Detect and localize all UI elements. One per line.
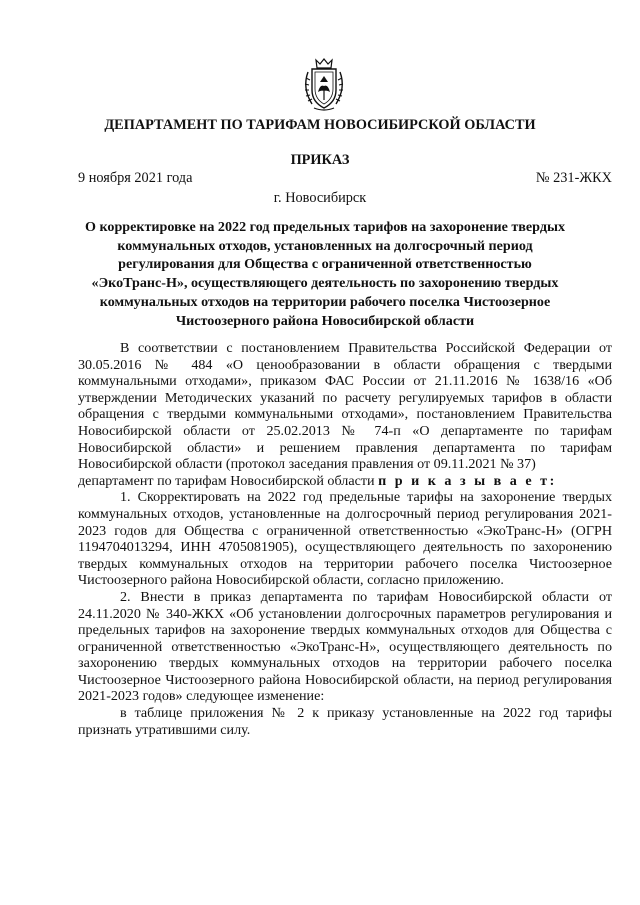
decree-word: п р и к а з ы в а е т: bbox=[378, 472, 557, 489]
decree-line bbox=[78, 473, 612, 490]
decree-lead: департамент по тарифам Новосибирской области bbox=[78, 472, 375, 489]
order-body bbox=[78, 340, 612, 738]
preamble-paragraph: В соответствии с постановлением Правительства Российской Федерации от 30.05.2016 № 484 «О ценообразовании в области обращения с твердыми коммунальными отходами», приказом ФАС России от 21.11.2016 № 1638/16 «Об утверждении Методических указаний по расчету регулируемых тарифов в области обращения с твердыми коммунальными отходами», постановлением Правительства Новосибирской области от 25.02.2013 № 74-п «О департаменте по тарифам Новосибирской области» и решением правления департамента по тарифам Новосибирской области (протокол заседания правления от 09.11.2021 № 37) bbox=[78, 340, 612, 473]
item-2-paragraph: 2. Внести в приказ департамента по тарифам Новосибирской области от 24.11.2020 № 340-ЖКХ «Об установлении долгосрочных параметров регулирования и предельных тарифов на захоронение твердых коммунальных отходов для Общества с ограниченной ответственностью «ЭкоТранс-Н», осуществляющего деятельность по захоронению твердых коммунальных отходов на территории рабочего поселка Чистоозерное Чистоозерного района Новосибирской области, на период регулирования 2021-2023 годов» следующее изменение: bbox=[78, 588, 612, 705]
item-2-sub-paragraph: в таблице приложения № 2 к приказу установленные на 2022 год тарифы признать утратившими силу. bbox=[78, 705, 612, 738]
department-title: ДЕПАРТАМЕНТ ПО ТАРИФАМ НОВОСИБИРСКОЙ ОБЛАСТИ bbox=[104, 117, 536, 133]
item-1-paragraph: 1. Скорректировать на 2022 год предельные тарифы на захоронение твердых коммунальных отходов, установленные на долгосрочный период регулирования 2021-2023 годов для Общества с ограниченной ответственностью «ЭкоТранс-Н» (ОГРН 1194704013294, ИНН 4705081905), осуществляющего деятельность по захоронению твердых коммунальных отходов на территории рабочего поселка Чистоозерное Чистоозерного района Новосибирской области, согласно приложению. bbox=[78, 489, 612, 589]
document-type: ПРИКАЗ bbox=[290, 152, 350, 168]
order-number: № 231-ЖКХ bbox=[535, 170, 612, 186]
coat-of-arms-icon bbox=[300, 58, 348, 112]
order-city: г. Новосибирск bbox=[273, 190, 367, 206]
order-subject: О корректировке на 2022 год предельных тарифов на захоронение твердых коммунальных отходов, установленных на долгосрочный период регулирования для Общества с ограниченной ответственностью «ЭкоТранс-Н», осуществляющего деятельность по захоронению твердых коммунальных отходов на территории рабочего поселка Чистоозерное Чистоозерного района Новосибирской области bbox=[84, 219, 565, 329]
order-date: 9 ноября 2021 года bbox=[78, 170, 193, 186]
